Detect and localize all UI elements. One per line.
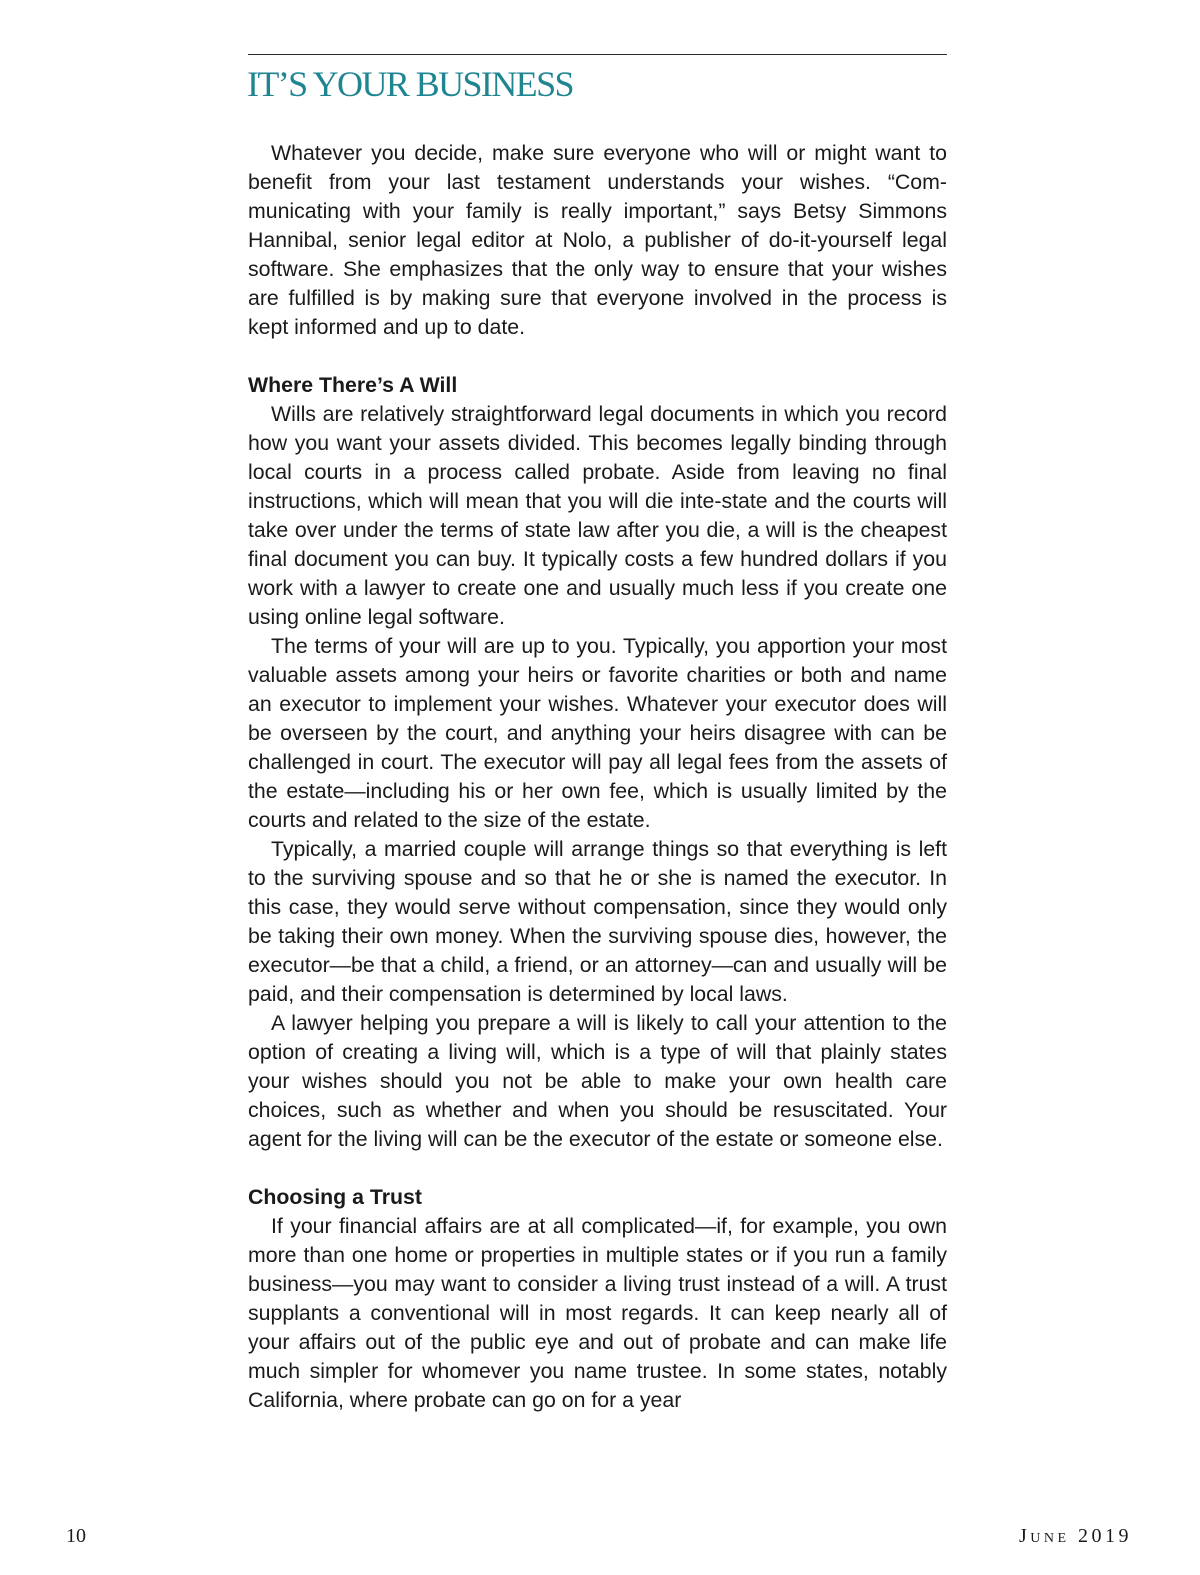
article-body [248,139,947,1415]
body-paragraph: Wills are relatively straightforward legal documents in which you record how you want your assets divided. This becomes legally binding through local courts in a process called probate. Aside from leaving no final instructions, which will mean that you will die inte-state and the courts will take over under the terms of state law after you die, a will is the cheapest final document you can buy. It typically costs a few hundred dollars if you work with a lawyer to create one and usually much less if you create one using online legal software. [248,402,947,629]
header-rule [248,54,947,55]
body-paragraph: A lawyer helping you prepare a will is likely to call your attention to the option of creating a living will, which is a type of will that plainly states your wishes should you not be able to make your own health care choices, such as whether and when you should be resuscitated. Your agent for the living will can be the executor of the estate or someone else. [248,1011,947,1151]
section-heading-will: Where There’s A Will [248,373,458,397]
body-paragraph: Typically, a married couple will arrange things so that everything is left to the surviving spouse and so that he or she is named the executor. In this case, they would serve without compensation, since they would only be taking their own money. When the surviving spouse dies, however, the executor—be that a child, a friend, or an attorney—can and usually will be paid, and their compensation is determined by local laws. [248,837,947,1006]
body-paragraph: The terms of your will are up to you. Typically, you apportion your most valuable assets among your heirs or favorite charities or both and name an executor to implement your wishes. Whatever your executor does will be overseen by the court, and anything your heirs disagree with can be challenged in court. The executor will pay all legal fees from the assets of the estate—including his or her own fee, which is usually limited by the courts and related to the size of the estate. [248,634,947,832]
body-paragraph: If your financial affairs are at all complicated—if, for example, you own more than one home or properties in multiple states or if you run a family business—you may want to consider a living trust instead of a will. A trust supplants a conventional will in most regards. It can keep nearly all of your affairs out of the public eye and out of probate and can make life much simpler for whomever you name trustee. In some states, notably California, where probate can go on for a year [248,1214,947,1412]
section-title: IT’S YOUR BUSINESS [247,64,573,104]
section-heading-trust: Choosing a Trust [248,1185,422,1209]
intro-paragraph: Whatever you decide, make sure everyone who will or might want to benefit from your last testament understands your wishes. “Com-municating with your family is really important,” says Betsy Simmons Hannibal, senior legal editor at Nolo, a publisher of do-it-yourself legal software. She emphasizes that the only way to ensure that your wishes are fulfilled is by making sure that everyone involved in the process is kept informed and up to date. [248,141,947,339]
issue-date: June 2019 [1018,1525,1132,1547]
page-number: 10 [66,1525,86,1547]
